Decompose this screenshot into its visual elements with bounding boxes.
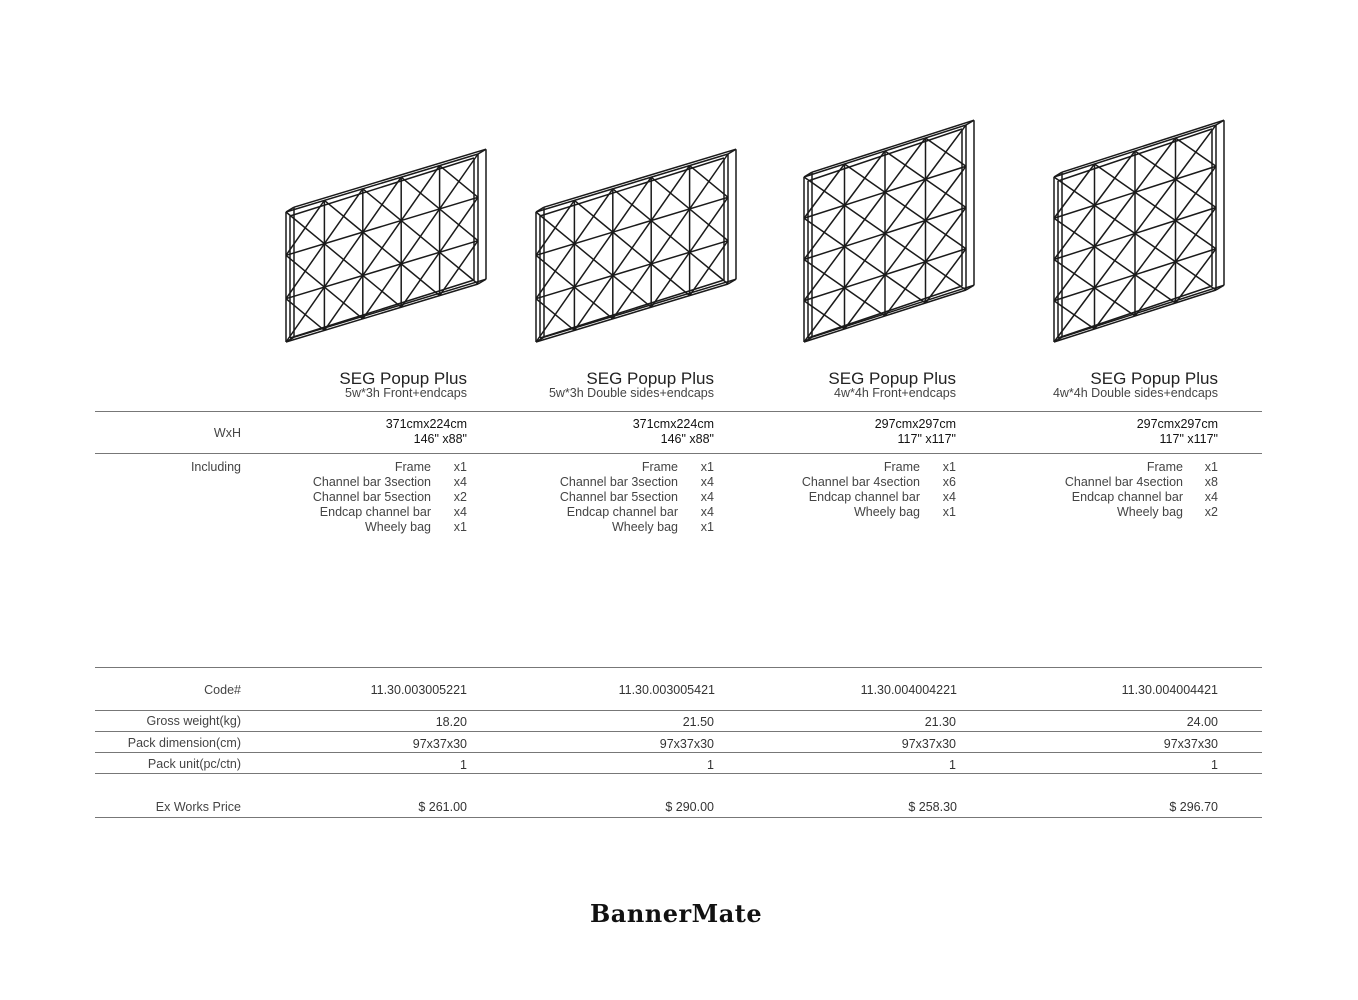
frame-strut — [401, 221, 439, 253]
frame-strut — [1095, 205, 1136, 233]
frame-strut — [574, 287, 612, 319]
price-value: $ 290.00 — [665, 800, 714, 814]
included-item-qty: x4 — [453, 475, 467, 489]
frame-strut — [536, 212, 574, 244]
code-value: 11.30.004004421 — [1121, 683, 1218, 697]
frame-strut — [1176, 179, 1217, 207]
frame-strut — [363, 232, 401, 264]
included-item-qty: x2 — [1204, 505, 1218, 519]
included-item-name: Wheely bag — [1116, 505, 1183, 519]
included-item-name: Endcap channel bar — [808, 490, 920, 504]
included-item-qty: x4 — [1204, 490, 1218, 504]
divider — [95, 453, 1262, 454]
frame-strut — [440, 166, 478, 198]
included-item-qty: x2 — [453, 490, 467, 504]
frame-edge — [286, 154, 478, 212]
gross-weight-value: 21.30 — [924, 715, 956, 729]
frame-strut — [286, 299, 324, 331]
frame-strut — [1176, 262, 1217, 290]
code-value: 11.30.003005421 — [618, 683, 715, 697]
row-label-gross-weight: Gross weight(kg) — [146, 714, 241, 728]
included-item-name: Endcap channel bar — [319, 505, 431, 519]
frame-strut — [286, 255, 324, 287]
frame-strut — [324, 200, 362, 232]
included-item-name: Channel bar 3section — [559, 475, 678, 489]
divider — [95, 411, 1262, 412]
included-item-qty: x8 — [1204, 475, 1218, 489]
frame-strut — [1095, 164, 1136, 192]
frame-strut — [690, 209, 728, 241]
frame-strut — [613, 275, 651, 307]
frame-strut — [651, 221, 689, 253]
frame-strut — [845, 247, 886, 275]
included-item-qty: x1 — [942, 505, 956, 519]
frame-strut — [885, 151, 926, 179]
product-subtitle: 5w*3h Double sides+endcaps — [548, 386, 714, 400]
included-item-qty: x4 — [453, 505, 467, 519]
product-title: SEG Popup Plus — [586, 369, 714, 388]
price-value: $ 258.30 — [908, 800, 957, 814]
included-item-qty: x1 — [942, 460, 956, 474]
frame-strut — [324, 287, 362, 319]
frame-strut — [804, 177, 845, 205]
frame-strut — [885, 234, 926, 262]
product-subtitle: 5w*3h Front+endcaps — [345, 386, 467, 400]
included-item-qty: x4 — [700, 505, 714, 519]
row-label-pack-unit: Pack unit(pc/ctn) — [147, 757, 241, 771]
frame-4x4-icon — [798, 115, 988, 350]
pack-dimension-value: 97x37x30 — [412, 737, 467, 751]
frame-5x3-icon — [530, 140, 750, 350]
frame-strut — [804, 260, 845, 288]
code-value: 11.30.003005221 — [370, 683, 467, 697]
price-value: $ 296.70 — [1169, 800, 1218, 814]
product-title: SEG Popup Plus — [828, 369, 956, 388]
row-label-price: Ex Works Price — [155, 800, 241, 814]
frame-strut — [536, 255, 574, 287]
size-cm: 371cmx224cm — [632, 417, 714, 431]
size-in: 117" x117" — [897, 432, 956, 446]
divider — [95, 817, 1262, 818]
frame-strut — [286, 197, 478, 255]
frame-strut — [690, 252, 728, 284]
frame-strut — [286, 212, 324, 244]
pack-unit-value: 1 — [460, 758, 467, 772]
included-item-qty: x4 — [700, 475, 714, 489]
frame-strut — [363, 189, 401, 221]
size-cm: 297cmx297cm — [1136, 417, 1218, 431]
frame-strut — [1176, 221, 1217, 249]
pack-dimension-value: 97x37x30 — [659, 737, 714, 751]
included-item-name: Frame — [883, 460, 920, 474]
frame-strut — [1135, 151, 1176, 179]
frame-strut — [574, 244, 612, 276]
included-item-qty: x4 — [700, 490, 714, 504]
included-item-qty: x1 — [700, 460, 714, 474]
frame-strut — [845, 288, 886, 316]
row-label-wxh: WxH — [213, 426, 241, 440]
included-item-qty: x1 — [453, 520, 467, 534]
frame-strut — [613, 232, 651, 264]
included-item-qty: x1 — [453, 460, 467, 474]
included-item-qty: x1 — [700, 520, 714, 534]
included-item-name: Endcap channel bar — [1071, 490, 1183, 504]
divider — [95, 667, 1262, 668]
included-item-name: Endcap channel bar — [566, 505, 678, 519]
included-item-name: Frame — [1146, 460, 1183, 474]
size-value — [875, 417, 956, 447]
size-in: 117" x117" — [1159, 432, 1218, 446]
frame-strut — [1176, 138, 1217, 166]
size-value — [1137, 417, 1218, 447]
frame-strut — [690, 166, 728, 198]
frame-strut — [926, 179, 967, 207]
size-in: 146" x88" — [660, 432, 714, 446]
brand-logo: BannerMate — [590, 899, 763, 928]
divider — [95, 710, 1262, 711]
frame-strut — [324, 244, 362, 276]
included-item-name: Wheely bag — [853, 505, 920, 519]
frame-strut — [1095, 288, 1136, 316]
size-in: 146" x88" — [413, 432, 467, 446]
included-item-name: Channel bar 3section — [312, 475, 431, 489]
included-item-qty: x4 — [942, 490, 956, 504]
included-item-qty: x1 — [1204, 460, 1218, 474]
frame-strut — [926, 138, 967, 166]
frame-strut — [363, 275, 401, 307]
frame-strut — [1135, 234, 1176, 262]
gross-weight-value: 24.00 — [1186, 715, 1218, 729]
included-item-name: Channel bar 4section — [1064, 475, 1183, 489]
frame-strut — [926, 221, 967, 249]
pack-dimension-value: 97x37x30 — [1163, 737, 1218, 751]
frame-strut — [651, 177, 689, 209]
included-item-qty: x6 — [942, 475, 956, 489]
frame-strut — [1054, 177, 1095, 205]
divider — [95, 752, 1262, 753]
price-value: $ 261.00 — [418, 800, 467, 814]
divider — [95, 731, 1262, 732]
frame-strut — [440, 209, 478, 241]
frame-edge — [544, 149, 736, 207]
frame-strut — [926, 262, 967, 290]
gross-weight-value: 18.20 — [435, 715, 467, 729]
frame-edge — [536, 154, 728, 212]
frame-strut — [845, 205, 886, 233]
frame-edge — [294, 149, 486, 207]
frame-strut — [1054, 260, 1095, 288]
frame-strut — [804, 301, 845, 329]
pack-dimension-value: 97x37x30 — [901, 737, 956, 751]
row-label-pack-dimension: Pack dimension(cm) — [127, 736, 241, 750]
product-title: SEG Popup Plus — [1090, 369, 1218, 388]
frame-edge — [1062, 285, 1224, 337]
frame-4x4-icon — [1048, 115, 1238, 350]
pack-unit-value: 1 — [949, 758, 956, 772]
included-item-name: Wheely bag — [364, 520, 431, 534]
frame-strut — [651, 264, 689, 296]
frame-strut — [440, 252, 478, 284]
frame-strut — [1054, 218, 1095, 246]
included-item-name: Frame — [394, 460, 431, 474]
size-cm: 371cmx224cm — [385, 417, 467, 431]
frame-edge — [536, 284, 728, 342]
included-item-name: Frame — [641, 460, 678, 474]
included-item-name: Channel bar 5section — [312, 490, 431, 504]
frame-edge — [812, 285, 974, 337]
size-cm: 297cmx297cm — [874, 417, 956, 431]
product-title: SEG Popup Plus — [339, 369, 467, 388]
size-value — [386, 417, 467, 447]
product-subtitle: 4w*4h Front+endcaps — [834, 386, 956, 400]
gross-weight-value: 21.50 — [682, 715, 714, 729]
row-label-including: Including — [190, 460, 241, 474]
frame-strut — [574, 200, 612, 232]
frame-strut — [845, 164, 886, 192]
frame-strut — [613, 189, 651, 221]
row-label-code: Code# — [204, 683, 241, 697]
included-item-name: Channel bar 4section — [801, 475, 920, 489]
frame-strut — [885, 192, 926, 220]
frame-strut — [1135, 192, 1176, 220]
included-item-name: Wheely bag — [611, 520, 678, 534]
frame-5x3-icon — [280, 140, 500, 350]
frame-strut — [401, 264, 439, 296]
frame-strut — [1054, 301, 1095, 329]
pack-unit-value: 1 — [707, 758, 714, 772]
frame-strut — [401, 177, 439, 209]
frame-strut — [1095, 247, 1136, 275]
frame-strut — [536, 299, 574, 331]
frame-strut — [804, 218, 845, 246]
frame-edge — [286, 284, 478, 342]
included-item-name: Channel bar 5section — [559, 490, 678, 504]
code-value: 11.30.004004221 — [860, 683, 957, 697]
pack-unit-value: 1 — [1211, 758, 1218, 772]
frame-strut — [1135, 275, 1176, 303]
size-value — [633, 417, 714, 447]
frame-strut — [536, 197, 728, 255]
divider — [95, 773, 1262, 774]
frame-strut — [885, 275, 926, 303]
product-subtitle: 4w*4h Double sides+endcaps — [1052, 386, 1218, 400]
